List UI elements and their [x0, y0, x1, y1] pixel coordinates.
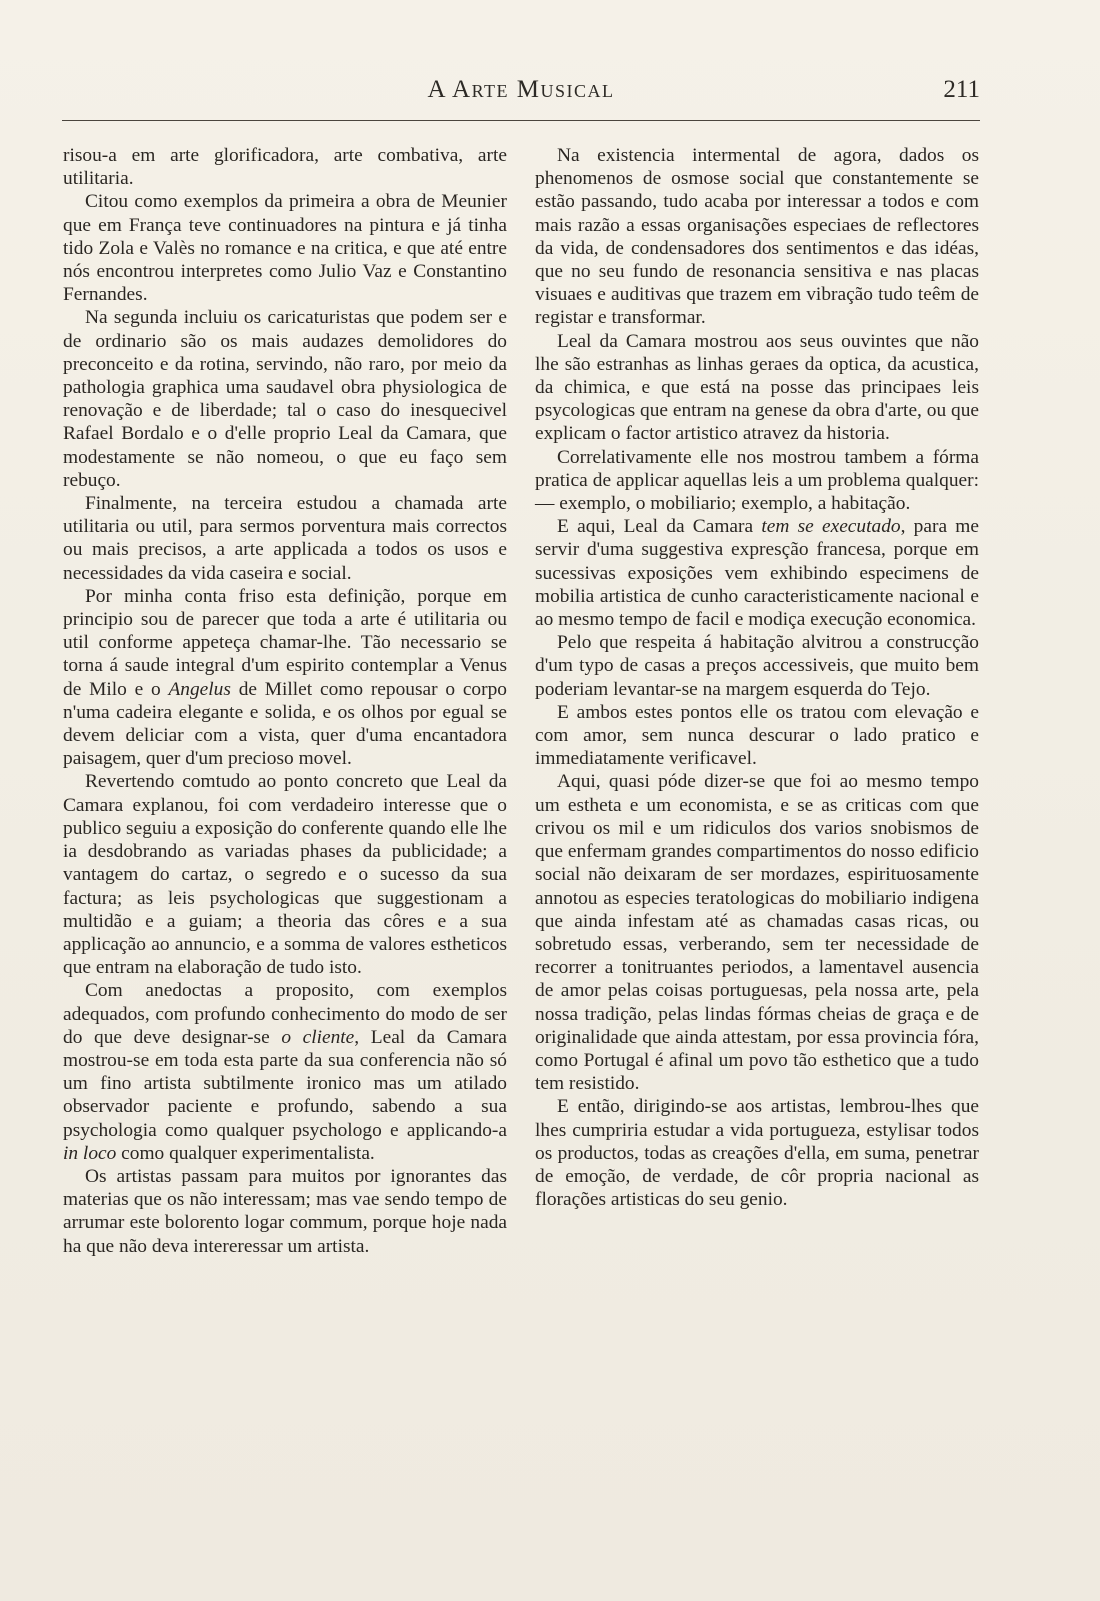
text-run: como qualquer experimentalista. [116, 1142, 375, 1164]
text-run: , Leal da Camara mostrou-se em toda esta parte da sua conferencia não só um fino artista subtilmente ironico mas um atilado observador paciente e profundo, sabendo a sua psychologia como qualquer psychologo e applicando-a [63, 1026, 507, 1141]
paragraph: E ambos estes pontos elle os tratou com elevação e com amor, sem nunca descurar o lado pratico e immediatamente verificavel. [535, 701, 979, 770]
italic-title: Angelus [168, 678, 231, 700]
paragraph: Leal da Camara mostrou aos seus ouvintes que não lhe são estranhas as linhas geraes da optica, da acustica, da chimica, e que está na posse das principaes leis psycologicas que entram na genese da obra d'arte, ou que explicam o factor artistico atravez da historia. [535, 330, 979, 445]
paragraph: E então, dirigindo-se aos artistas, lembrou-lhes que lhes cumpriria estudar a vida portugueza, estylisar todos os productos, todas as creações d'ella, em suma, penetrar de emoção, de verdade, de côr propria nacional as florações artisticas do seu genio. [535, 1096, 979, 1211]
paragraph: Os artistas passam para muitos por ignorantes das materias que os não interessam; mas vae sendo tempo de arrumar este bolorento logar commum, porque hoje nada ha que não deva intereressar um artista. [63, 1165, 507, 1257]
paragraph: Correlativamente elle nos mostrou tambem a fórma pratica de applicar aquellas leis a um problema qualquer: — exemplo, o mobiliario; exemplo, a habitação. [535, 446, 979, 515]
paragraph: Pelo que respeita á habitação alvitrou a construcção d'um typo de casas a preços accessiveis, que muito bem poderiam levantar-se na margem esquerda do Tejo. [535, 632, 979, 700]
text-run: E aqui, Leal da Camara [557, 516, 762, 538]
running-head [62, 72, 980, 112]
page-number: 211 [943, 76, 980, 103]
paragraph: Finalmente, na terceira estudou a chamada arte utilitaria ou util, para sermos porventura mais correctos ou mais precisos, a arte applicada a todos os usos e necessidades da vida caseira e social. [63, 493, 507, 584]
header-rule [62, 120, 980, 121]
paragraph: Na segunda incluiu os caricaturistas que podem ser e de ordinario são os mais audazes demolidores do preconceito e da rotina, servindo, não raro, por meio da pathologia graphica uma saudavel obra physiologica de renovação e de liberdade; tal o caso do inesquecivel Rafael Bordalo e o d'elle proprio Leal da Camara, que modestamente se não nomeou, o que eu faço sem rebuço. [63, 307, 507, 491]
paragraph: Aqui, quasi póde dizer-se que foi ao mesmo tempo um estheta e um economista, e se as criticas com que crivou os mil e um ridiculos dos varios snobismos de que enfermam grandes compartimentos do nosso edificio social não deixaram de ser mordazes, espirituosamente annotou as especies teratologicas do mobiliario indigena que ainda infestam até as chamadas casas ricas, ou sobretudo essas, verberando, sem ter necessidade de recorrer a tonitruantes periodos, a lamentavel ausencia de amor pelas coisas portuguesas, pela nossa arte, pela nossa tradição, pelas lindas fórmas cheias de graça e de originalidade que ainda attestam, por essa provincia fóra, como Portugal é afinal um povo tão esthetico que a tudo tem resistido. [535, 771, 979, 1095]
italic-term: in loco [63, 1142, 117, 1164]
italic-phrase: tem se executado [761, 516, 901, 538]
journal-title: A Arte Musical [427, 76, 615, 103]
paragraph: risou-a em arte glorificadora, arte combativa, arte utilitaria. [63, 145, 507, 190]
paragraph [63, 979, 507, 1165]
text-run: , para me servir d'uma suggestiva expresção francesa, porque em sucessivas exposições vem exhibindo especimens de mobilia artistica de cunho caracteristicamente nacional e ao mesmo tempo de facil e modiça execução economica. [535, 516, 979, 631]
paragraph: Na existencia intermental de agora, dados os phenomenos de osmose social que constantemente se estão passando, tudo acaba por interessar a todos e com mais razão a essas organisações especiaes de reflectores da vida, de condensadores dos sentimentos e das idéas, que no seu fundo de resonancia sensitiva e nas placas visuaes e auditivas que trazem em vibração tudo teêm de registar e transformar. [535, 145, 979, 329]
paragraph: Revertendo comtudo ao ponto concreto que Leal da Camara explanou, foi com verdadeiro interesse que o publico seguiu a exposição do conferente quando elle lhe ia desdobrando as variadas phases da publicidade; a vantagem do cartaz, o segredo e o sucesso da sua factura; as leis psychologicas que suggestionam a multidão e a guiam; a theoria das côres e a sua applicação ao annuncio, e a somma de valores estheticos que entram na elaboração de tudo isto. [63, 771, 507, 979]
text-run: de Millet como repousar o corpo n'uma cadeira elegante e solida, e os olhos por egual se devem deliciar com a vista, quer d'uma encantadora paisagem, quer d'um precioso movel. [63, 678, 507, 770]
paragraph [63, 585, 507, 771]
text-run: Com anedoctas a proposito, com exemplos adequados, com profundo conhecimento do modo de ser do que deve designar-se [63, 980, 507, 1048]
left-column [63, 144, 507, 1258]
paragraph: Citou como exemplos da primeira a obra de Meunier que em França teve continuadores na pintura e já tinha tido Zola e Valès no romance e na critica, e que até entre nós encontrou interpretes como Julio Vaz e Constantino Fernandes. [63, 191, 507, 306]
text-run: Por minha conta friso esta definição, porque em principio sou de parecer que toda a arte é utilitaria ou util conforme appeteça chamar-lhe. Tão necessario se torna á saude integral d'um espirito contemplar a Venus de Milo e o [63, 585, 507, 700]
paragraph [535, 515, 979, 631]
right-column [535, 144, 979, 1211]
italic-term: o cliente [281, 1026, 355, 1048]
